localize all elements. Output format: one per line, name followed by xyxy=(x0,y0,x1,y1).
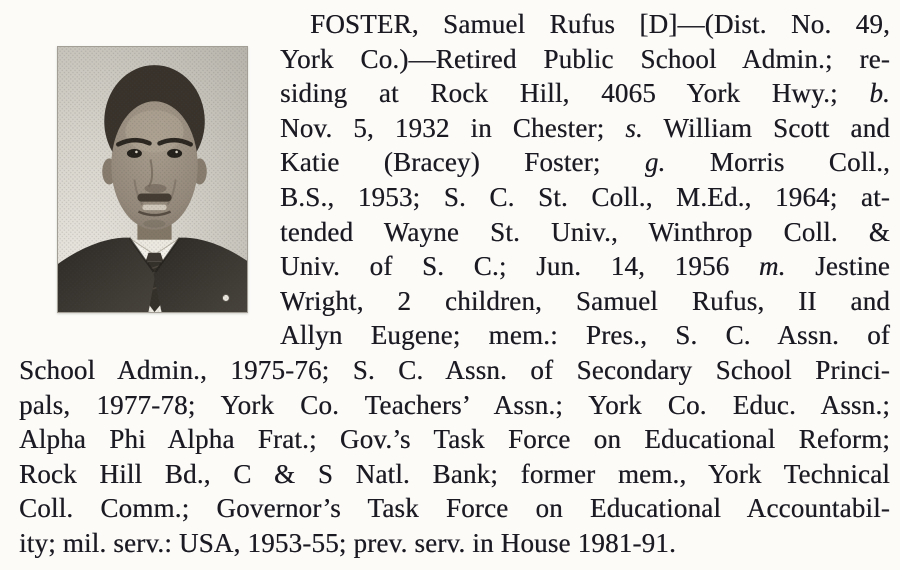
bio-line-text: York Co.)—Retired Public School Admin.; re- xyxy=(280,44,890,74)
bio-line xyxy=(280,180,890,215)
bio-line-text: B.S., 1953; S. C. St. Coll., M.Ed., 1964; at- xyxy=(280,182,890,212)
bio-line xyxy=(280,7,890,42)
bio-line-text: William Scott and xyxy=(642,113,890,143)
bio-line xyxy=(280,249,890,284)
bio-line xyxy=(280,145,890,180)
bio-line xyxy=(19,422,890,457)
bio-line-italic: g. xyxy=(644,147,666,177)
bio-line-text: Alpha Phi Alpha Frat.; Gov.’s Task Force on Educational Reform; xyxy=(19,424,890,454)
bio-line xyxy=(280,42,890,77)
bio-line-italic: b. xyxy=(869,78,890,108)
bio-line-text: Rock Hill Bd., C & S Natl. Bank; former mem., York Technical xyxy=(19,459,890,489)
bio-line-text: tended Wayne St. Univ., Winthrop Coll. & xyxy=(280,217,890,247)
bio-line xyxy=(280,318,890,353)
bio-line-text: Nov. 5, 1932 in Chester; xyxy=(280,113,626,143)
bio-line xyxy=(19,491,890,526)
bio-line xyxy=(280,284,890,319)
bio-line-text: FOSTER, Samuel Rufus [D]—(Dist. No. 49, xyxy=(310,9,890,39)
bio-line xyxy=(19,457,890,492)
bio-line-text: Wright, 2 children, Samuel Rufus, II and xyxy=(280,286,890,316)
bio-line-text: pals, 1977-78; York Co. Teachers’ Assn.; York Co. Educ. Assn.; xyxy=(19,390,890,420)
bio-line-text: Univ. of S. C.; Jun. 14, 1956 xyxy=(280,251,759,281)
portrait-illustration xyxy=(58,47,247,312)
bio-line-text: Jestine xyxy=(785,251,890,281)
bio-line-text: ity; mil. serv.: USA, 1953-55; prev. serv. in House 1981-91. xyxy=(19,528,676,558)
portrait-photo xyxy=(57,46,248,313)
bio-line xyxy=(280,76,890,111)
bio-line xyxy=(19,353,890,388)
bio-line-text: Katie (Bracey) Foster; xyxy=(280,147,645,177)
bio-line-italic: s. xyxy=(625,113,643,143)
bio-line xyxy=(19,526,890,561)
bio-line-text: Allyn Eugene; mem.: Pres., S. C. Assn. of xyxy=(280,320,890,350)
bio-line xyxy=(280,111,890,146)
bio-line xyxy=(19,388,890,423)
bio-line-text: Coll. Comm.; Governor’s Task Force on Educational Accountabil- xyxy=(19,493,890,523)
bio-line-text: School Admin., 1975-76; S. C. Assn. of Secondary School Princi- xyxy=(19,355,890,385)
halftone-overlay xyxy=(58,47,247,312)
bio-line-italic: m. xyxy=(758,251,786,281)
bio-line-text: siding at Rock Hill, 4065 York Hwy.; xyxy=(280,78,870,108)
bio-line-text: Morris Coll., xyxy=(665,147,891,177)
bio-line xyxy=(280,215,890,250)
